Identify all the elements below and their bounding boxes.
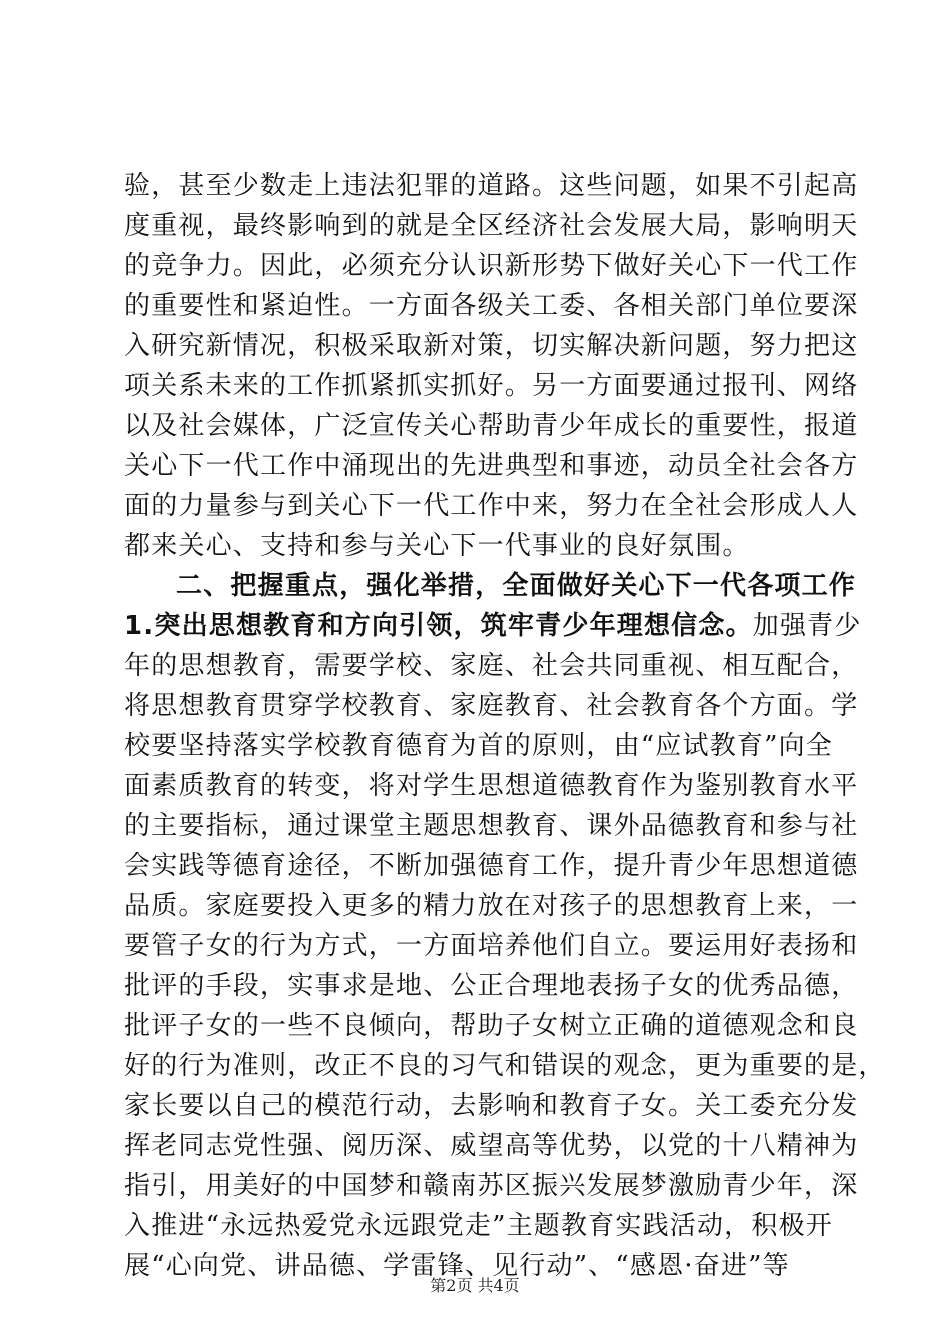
text-line: 以及社会媒体，广泛宣传关心帮助青少年成长的重要性，报道 — [124, 411, 859, 441]
text-line: 面素质教育的转变，将对学生思想道德教育作为鉴别教育水平 — [124, 771, 859, 801]
text-line: 将思想教育贯穿学校教育、家庭教育、社会教育各个方面。学 — [124, 691, 859, 721]
text-line: 入研究新情况，积极采取新对策，切实解决新问题，努力把这 — [124, 331, 859, 361]
text-line: 的主要指标，通过课堂主题思想教育、课外品德教育和参与社 — [124, 811, 859, 841]
text-line: 度重视，最终影响到的就是全区经济社会发展大局，影响明天 — [124, 211, 859, 241]
text-line: 家长要以自己的模范行动，去影响和教育子女。关工委充分发 — [124, 1091, 859, 1121]
text-line: 好的行为准则，改正不良的习气和错误的观念，更为重要的是， — [124, 1051, 886, 1081]
subheading-line — [124, 606, 862, 646]
text-line: 批评子女的一些不良倾向，帮助子女树立正确的道德观念和良 — [124, 1011, 859, 1041]
text-line: 批评的手段，实事求是地、公正合理地表扬子女的优秀品德， — [124, 971, 859, 1001]
text-line: 品质。家庭要投入更多的精力放在对孩子的思想教育上来，一 — [124, 891, 859, 921]
text-line: 年的思想教育，需要学校、家庭、社会共同重视、相互配合， — [124, 651, 859, 681]
text-line: 要管子女的行为方式，一方面培养他们自立。要运用好表扬和 — [124, 931, 859, 961]
text-line: 都来关心、支持和参与关心下一代事业的良好氛围。 — [124, 531, 750, 561]
text-line: 面的力量参与到关心下一代工作中来，努力在全社会形成人人 — [124, 491, 859, 521]
text-line: 指引，用美好的中国梦和赣南苏区振兴发展梦激励青少年，深 — [124, 1171, 859, 1201]
text-line: 挥老同志党性强、阅历深、威望高等优势，以党的十八精神为 — [124, 1131, 859, 1161]
page-number-footer: 第2页 共4页 — [430, 1276, 520, 1295]
text-line: 加强青少 — [752, 611, 862, 641]
section-heading: 二、把握重点，强化举措，全面做好关心下一代各项工作 — [176, 571, 857, 601]
text-line: 校要坚持落实学校教育德育为首的原则，由“应试教育”向全 — [124, 731, 833, 761]
text-line: 项关系未来的工作抓紧抓实抓好。另一方面要通过报刊、网络 — [124, 371, 859, 401]
text-line: 验，甚至少数走上违法犯罪的道路。这些问题，如果不引起高 — [124, 171, 859, 201]
text-line: 关心下一代工作中涌现出的先进典型和事迹，动员全社会各方 — [124, 451, 859, 481]
subheading-text: 1.突出思想教育和方向引领，筑牢青少年理想信念。 — [124, 611, 753, 641]
text-line: 会实践等德育途径，不断加强德育工作，提升青少年思想道德 — [124, 851, 859, 881]
text-line: 展“心向党、讲品德、学雷锋、见行动”、“感恩·奋进”等 — [124, 1251, 790, 1281]
text-line: 入推进“永远热爱党永远跟党走”主题教育实践活动，积极开 — [124, 1211, 833, 1241]
text-line: 的重要性和紧迫性。一方面各级关工委、各相关部门单位要深 — [124, 291, 859, 321]
text-line: 的竞争力。因此，必须充分认识新形势下做好关心下一代工作 — [124, 251, 859, 281]
